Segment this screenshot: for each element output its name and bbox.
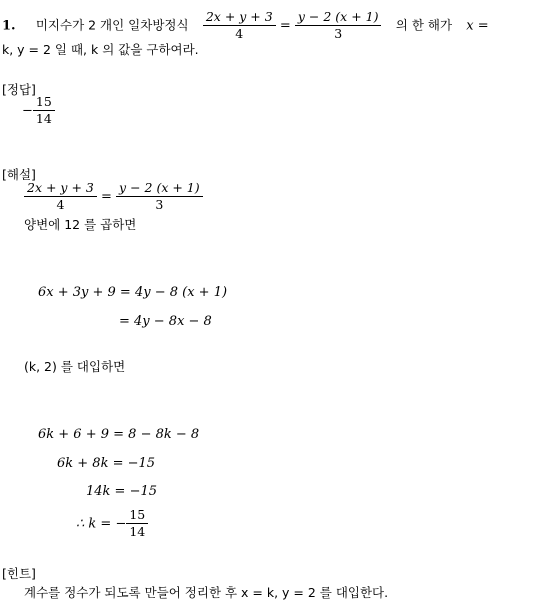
solution-step-1: 6x + 3y + 9 = 4y − 8 (x + 1) xyxy=(38,285,228,300)
solution-substitute-text: (k, 2) 를 대입하면 xyxy=(24,359,126,374)
solution-final-fraction: $\frac{15}{14}$ xyxy=(126,508,148,540)
problem-line-2: k, y = 2 일 때, k 의 값을 구하여라. xyxy=(2,42,199,57)
hint-label: [힌트] xyxy=(2,566,36,581)
solution-step-2: = 4y − 8x − 8 xyxy=(119,314,212,329)
solution-step-6: ∴ k = − $\frac{15}{14}$ xyxy=(76,508,148,540)
problem-fraction-right: $\frac{y - 2 (x + 1)}{3}$ xyxy=(295,10,382,42)
hint-text: 계수를 정수가 되도록 만들어 정리한 후 x = k, y = 2 를 대입한다. xyxy=(24,585,389,600)
problem-equals: = xyxy=(279,18,291,34)
problem-after-eq: 의 한 해가 xyxy=(395,17,453,33)
problem-intro: 미지수가 2 개인 일차방정식 xyxy=(35,17,189,33)
solution-step-4: 6k + 8k = −15 xyxy=(57,456,156,471)
solution-fraction-left: $\frac{2x + y + 3}{4}$ xyxy=(24,181,97,213)
answer-fraction: $\frac{15}{14}$ xyxy=(33,95,55,127)
answer-value: − $\frac{15}{14}$ xyxy=(22,95,55,127)
solution-multiply-text: 양변에 12 를 곱하면 xyxy=(24,217,137,232)
problem-condition: x = xyxy=(466,18,489,34)
solution-step-5: 14k = −15 xyxy=(86,484,158,499)
problem-number: 1. xyxy=(2,18,16,34)
problem-fraction-left: $\frac{2x + y + 3}{4}$ xyxy=(203,10,276,42)
solution-step-3: 6k + 6 + 9 = 8 − 8k − 8 xyxy=(38,427,200,442)
solution-label: [해설] xyxy=(2,167,36,182)
problem-line-1 xyxy=(2,10,489,42)
solution-fraction-right: $\frac{y - 2 (x + 1)}{3}$ xyxy=(116,181,203,213)
answer-label: [정답] xyxy=(2,82,36,97)
solution-equation: $\frac{2x + y + 3}{4}$ = $\frac{y - 2 (x + 1)}{3}$ xyxy=(24,181,203,213)
